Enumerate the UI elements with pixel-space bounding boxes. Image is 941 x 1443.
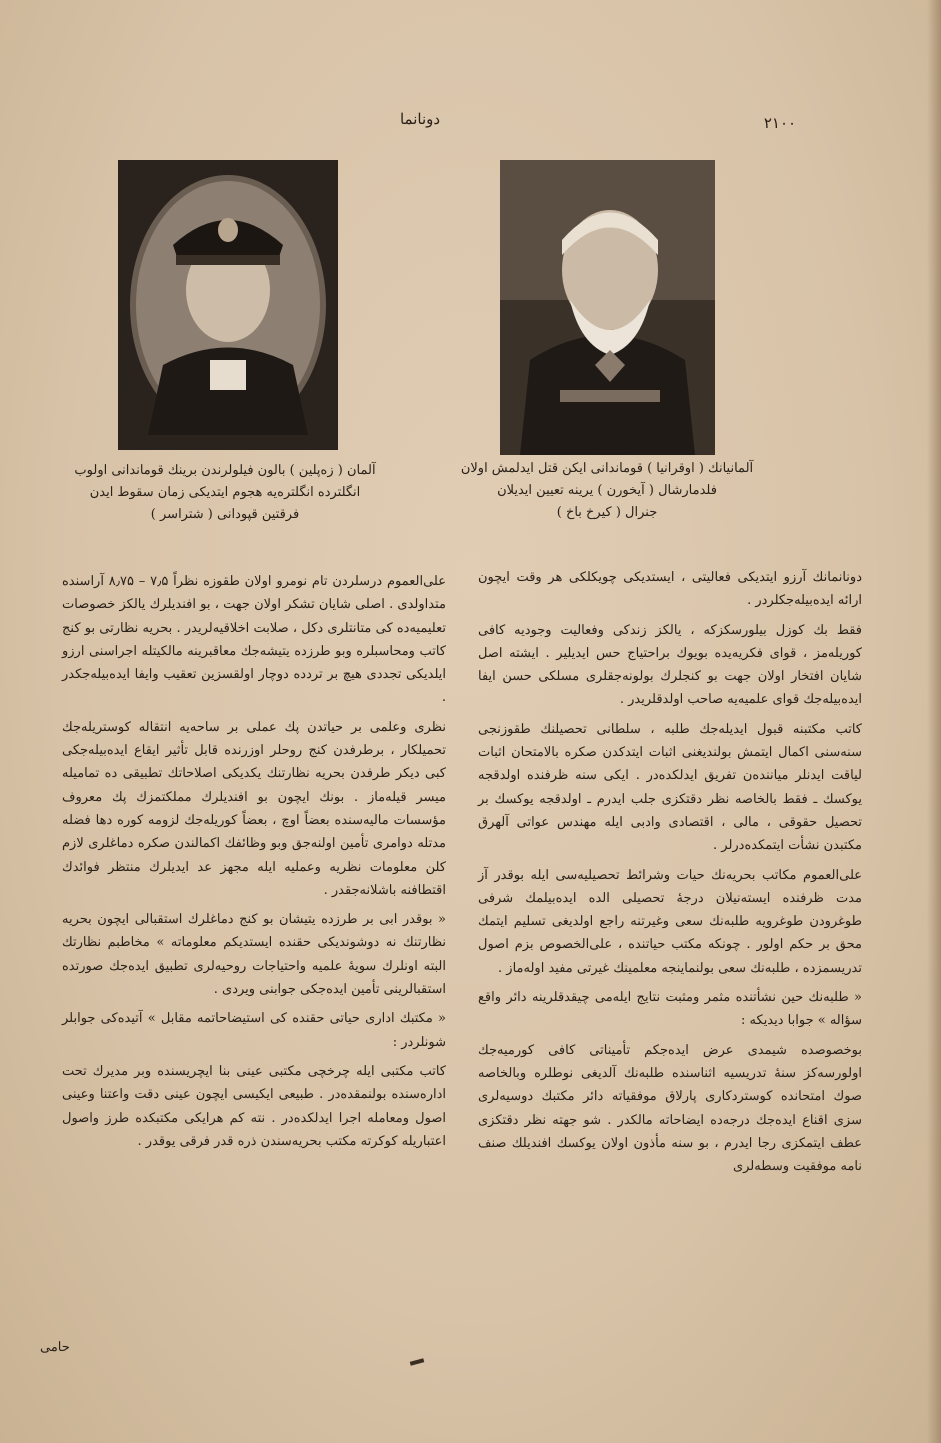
- caption-line: آلمان ( زه‌پلین ) بالون فیلولرندن برینك قوماندانی اولوب: [74, 463, 376, 478]
- paragraph: « مکتبك اداری حیاتی حقنده کی استیضاحاتمه مقابل » آتیده‌کی جوابلر شونلردر :: [62, 1011, 446, 1050]
- caption-line: انگلترده انگلتره‌یه هجوم ایتدیکی زمان سقوط ایدن: [89, 485, 361, 500]
- paragraph: بوخصوصده شیمدی عرض ایده‌جکم تأمیناتی کافی کورمیه‌جك اولورسه‌کز سنهٔ تدریسیه اثناسنده طلبه‌نك آلدیغی نوطلره وبالخاصه صوك امتحانده کوستردکاری پارلاق موفقیاته دائر مکتبك دوسیه‌لری سزی اقناع ایده‌جك درجه‌ده ایضاحاته مالکدر . شو جهته نظر دقتکزی عطف ایتمکزی رجا ایدرم ، بو سنه مأذون اولان یوکسك افندیلك صنف نامه موفقیت وسطه‌لری: [478, 1042, 862, 1175]
- caption-line: فرقتین قپودانی ( شتراسر ): [150, 507, 300, 522]
- paragraph: علی‌العموم درسلردن تام نومرو اولان طقوزه نظراً ۷٫۵ – ۸٫۷۵ آراسنده متداولدی . اصلی شایان تشکر اولان جهت ، بو افندیلرك یالکز خصوصات تعلیمیه‌ده کی متانتلری دکل ، صلابت اخلاقیه‌لریدر . بحریه نظارتی بو کنج کاتب ومحاسبلره وبو طرزده یتیشه‌جك معاقبرینه مالکیتله اجراسنی ارزو ایلدیکی تجددی هیچ بر تردده دوچار اولقسزین تعقیب وایفا ایده‌بیله‌جکدر .: [62, 574, 446, 706]
- portrait-general-image: [500, 160, 715, 455]
- caption-line: فلدمارشال ( آیخورن ) یرینه تعیین ایدیلان: [497, 483, 717, 498]
- caption-general: [452, 458, 762, 524]
- paragraph: دونانمانك آرزو ایتدیکی فعالیتی ، ایستدیکی چویکلکی هر وقت ایچون ارائه ایده‌بیله‌جکلردر .: [478, 570, 862, 609]
- paragraph: « طلبه‌نك حین نشأتنده مثمر ومثبت نتایج ایله‌می چیقدقلرینه دائر واقع سؤاله » جوابا دیدیکه :: [478, 990, 862, 1029]
- caption-line: آلمانیانك ( اوقرانیا ) قوماندانی ایکن قتل ایدلمش اولان: [460, 461, 754, 476]
- page-number: ۲۱۰۰: [763, 114, 797, 132]
- caption-line: جنرال ( کیرخ باخ ): [556, 505, 658, 520]
- portrait-officer-photo: [118, 160, 338, 450]
- page-edge-shadow: [927, 0, 941, 1443]
- portrait-officer-image: [118, 160, 338, 450]
- paragraph: کاتب مکتبی ایله چرخچی مکتبی عینی بنا ایچریسنده وبر مدیرك تحت اداره‌سنده بولنمقده‌در . طبیعی ایکیسی ایچون عینی دقت واعتنا وعینی اصول ومعامله اجرا ایدلکده‌در . نته کم هرایکی مکتبکده طرز واصول اعتباریله کوکرته مکتب بحریه‌سندن ذره قدر فرقی یوقدر .: [62, 1063, 446, 1149]
- paragraph: فقط بك کوزل بیلورسکزکه ، یالکز زندکی وفعالیت وجودیه کافی کوریله‌مز ، قوای فکریه‌یده بویوك براحتیاج حس ایدیلیر . ایشته اصل شایان افتخار اولان جهت بو کنجلرك بولونه‌جقلری مسلکی حسن ایفا ایده‌بیله‌جك قوای علمیه‌یه صاحب اولدقلریدر .: [478, 622, 862, 708]
- left-text-column: [62, 570, 446, 1159]
- paragraph: علی‌العموم مکاتب بحریه‌نك حیات وشرائط تحصیلیه‌سی ایله بوقدر آز مدت ظرفنده ایسته‌نیلان درجهٔ تحصیلی الده ایده‌بیلمك شرفی طوغرودن طوغرویه طلبه‌نك سعی وغیرتنه راجع اولدیغی تسلیم ایتمك محق بر حکم اولور . چونکه مکتب حیاتنده ، علی‌الخصوص بزم اصول تدریسمزده ، طلبه‌نك سعی بولنماینجه معلمینك غیرتی مفید اوله‌ماز .: [478, 867, 862, 976]
- running-title: دونانما: [399, 110, 441, 128]
- ink-mark: [410, 1358, 425, 1365]
- paragraph: « بوقدر ابی بر طرزده یتیشان بو کنج دماغلرك استقبالی ایچون بحریه نظارتنك نه دوشوندیکی حقنده ایستدیکم معلوماته » مخاطبم نظارتك البته اونلرك سویهٔ علمیه واحتیاجات روحیه‌لری تطبیق ایده‌جك صورتده استقبالرینی تأمین ایده‌جکی جوابنی ویردی .: [62, 912, 446, 998]
- paragraph: کاتب مکتبنه قبول ایدیله‌جك طلبه ، سلطانی تحصیلنك طقوزنجی سنه‌سنی اکمال ایتمش بولندیغنی اثبات ایتدکدن صکره بالامتحان اثبات لیاقت ایدنلر میاننده‌ن تفریق ایدلکده‌در . ایکی سنه ظرفنده اولدقجه یوکسك ـ فقط بالخاصه نظر دقتکزی جلب ایدرم ـ اولدقجه یوکسك بر تحصیل حقوقی ، مالی ، اقتصادی وادبی ایله مهندس عواتی آلهرق مکتبدن نشأت ایتمکده‌درلر .: [478, 721, 862, 854]
- caption-officer: [60, 460, 390, 526]
- right-text-column: [478, 566, 862, 1184]
- paragraph: نظری وعلمی بر حیاتدن پك عملی بر ساحه‌یه انتقاله کوستریله‌جك تحمیلکار ، برطرفدن کنج روحلر اوزرنده قابل تأثیر ایقاع ایده‌بیله‌جکی کبی دیکر طرفدن بحریه نظارتنك یکدیکی اصلاحاتك تطبیقی ده تمامیله میسر قیله‌ماز . بونك ایچون بو افندیلرك مملکتمزك پك معروف مؤسسات مالیه‌سنده بعضاً اوچ ، بعضاً کوریله‌جك لزومه کوره دها فضله مدتله دوامری تأمین اولنه‌جق وبو وظائفك اکمالندن صکره دماغلری لازم کلن معلومات نظریه وعملیه ایله مجهز عد ایدیلرك منتظر فوائدك اقتطافنه باشلانه‌جقدر .: [62, 719, 446, 898]
- author-signature: حامی: [40, 1340, 70, 1355]
- portrait-general-photo: [500, 160, 715, 455]
